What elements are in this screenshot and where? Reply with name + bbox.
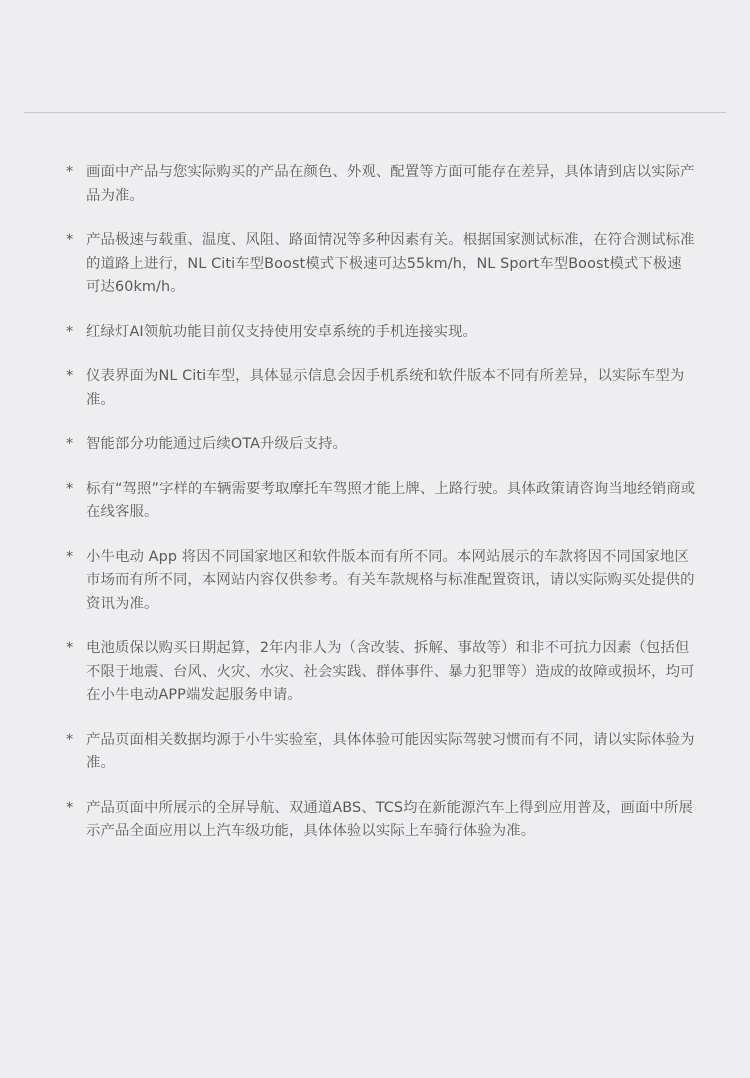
asterisk-marker: * [66,164,74,180]
asterisk-marker: * [66,799,74,816]
disclaimer-item [66,229,696,300]
disclaimer-text: 产品页面相关数据均源于小牛实验室，具体体验可能因实际驾驶习惯而有不同，请以实际体验为准。 [86,731,695,771]
disclaimer-text: 智能部分功能通过后续OTA升级后支持。 [86,436,347,452]
disclaimer-text: 仪表界面为NL Citi车型，具体显示信息会因手机系统和软件版本不同有所差异，以实际车型为准。 [86,368,685,408]
disclaimer-text: 小牛电动 App 将因不同国家地区和软件版本而有所不同。本网站展示的车款将因不同国家地区市场而有所不同，本网站内容仅供参考。有关车款规格与标准配置资讯，请以实际购买处提供的资讯为准。 [86,548,695,612]
disclaimer-text: 产品极速与载重、温度、风阻、路面情况等多种因素有关。根据国家测试标准，在符合测试标准的道路上进行，NL Citi车型Boost模式下极速可达55km/h，NL Sport车型Boost模式下极速可达60km/h。 [86,232,695,295]
asterisk-marker: * [66,368,74,384]
asterisk-marker: * [66,480,74,497]
disclaimer-item [66,161,696,208]
asterisk-marker: * [66,323,74,340]
asterisk-marker: * [66,436,74,452]
disclaimer-text: 红绿灯AI领航功能目前仅支持使用安卓系统的手机连接实现。 [86,323,478,340]
disclaimer-item [66,729,696,776]
disclaimer-item [66,797,696,844]
disclaimer-item [66,478,696,525]
disclaimer-item [66,321,696,345]
asterisk-marker: * [66,731,74,748]
asterisk-marker: * [66,640,74,656]
disclaimer-item [66,365,696,412]
asterisk-marker: * [66,232,74,248]
disclaimer-item [66,637,696,708]
disclaimer-list [66,161,696,865]
disclaimer-item [66,433,696,457]
disclaimer-text: 标有“驾照”字样的车辆需要考取摩托车驾照才能上牌、上路行驶。具体政策请咨询当地经销商或在线客服。 [86,480,696,520]
disclaimer-item [66,546,696,617]
disclaimer-text: 电池质保以购买日期起算，2年内非人为（含改装、拆解、事故等）和非不可抗力因素（包括但不限于地震、台风、火灾、水灾、社会实践、群体事件、暴力犯罪等）造成的故障或损坏，均可在小牛电动APP端发起服务申请。 [86,640,695,703]
disclaimer-text: 产品页面中所展示的全屏导航、双通道ABS、TCS均在新能源汽车上得到应用普及，画面中所展示产品全面应用以上汽车级功能，具体体验以实际上车骑行体验为准。 [86,799,693,839]
top-divider [24,112,726,113]
asterisk-marker: * [66,548,74,565]
disclaimer-text: 画面中产品与您实际购买的产品在颜色、外观、配置等方面可能存在差异，具体请到店以实际产品为准。 [86,164,695,204]
